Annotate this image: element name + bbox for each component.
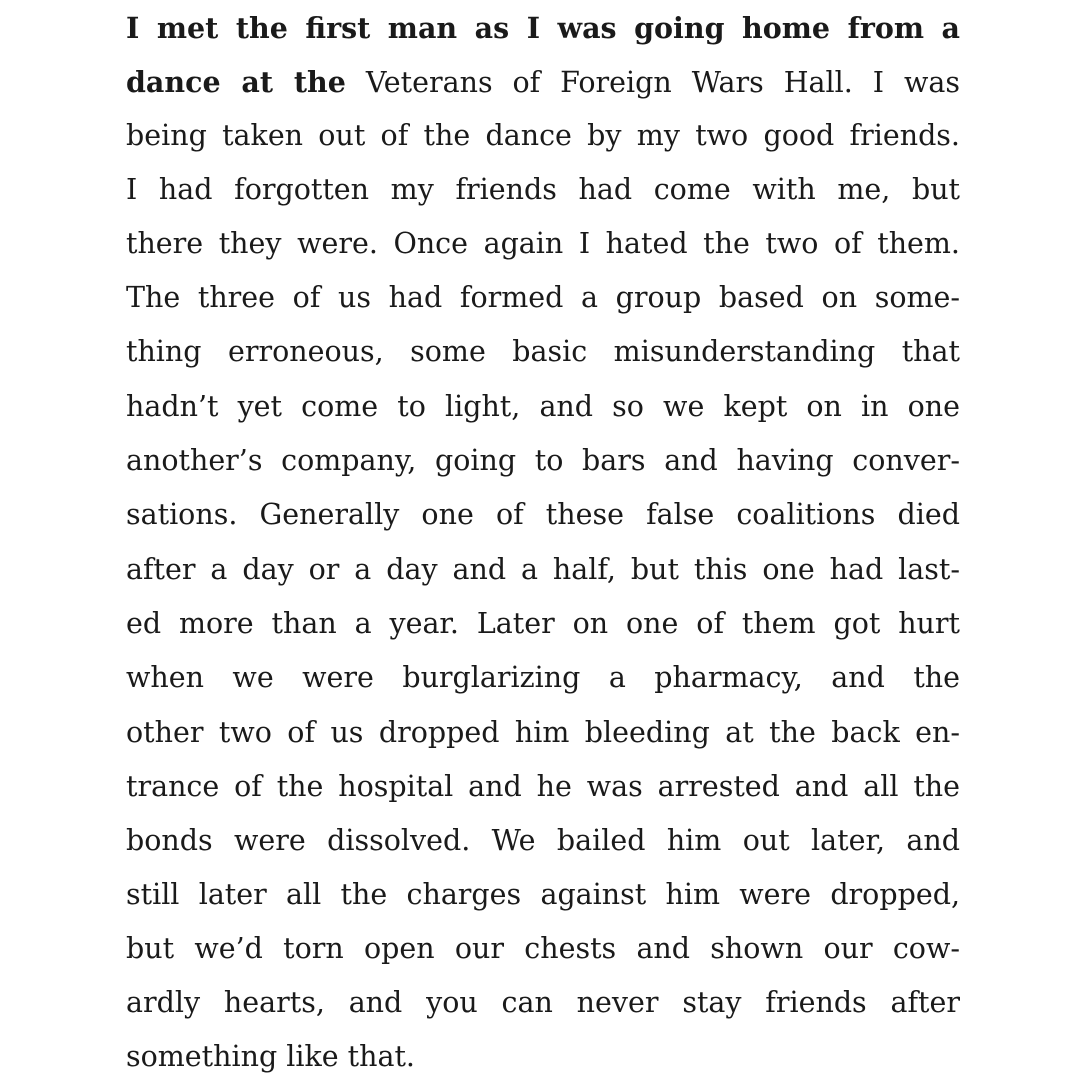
text-line-19: ardly hearts, and you can never stay friends after [126, 986, 960, 1019]
text-line-14: other two of us dropped him bleeding at the back en- [126, 716, 960, 749]
text-line-11: after a day or a day and a half, but this one had last- [126, 553, 960, 586]
text-line-9: another’s company, going to bars and having conver- [126, 444, 960, 477]
text-line-18: but we’d torn open our chests and shown our cow- [126, 932, 960, 965]
text-line-8: hadn’t yet come to light, and so we kept on in one [126, 390, 960, 423]
text-line-1: I met the first man as I was going home from a [126, 11, 960, 45]
line-2-rest: Veterans of Foreign Wars Hall. I was [365, 66, 960, 99]
text-line-7: thing erroneous, some basic misunderstanding that [126, 335, 960, 368]
text-line-6: The three of us had formed a group based on some- [126, 281, 960, 314]
text-line-15: trance of the hospital and he was arrested and all the [126, 770, 960, 803]
text-line-16: bonds were dissolved. We bailed him out later, and [126, 824, 960, 857]
lead-in-bold: dance at the [126, 65, 346, 99]
text-line-2 [126, 55, 960, 109]
text-line-10: sations. Generally one of these false coalitions died [126, 498, 960, 531]
text-line-13: when we were burglarizing a pharmacy, and the [126, 661, 960, 694]
text-line-17: still later all the charges against him were dropped, [126, 878, 960, 911]
text-line-12: ed more than a year. Later on one of them got hurt [126, 607, 960, 640]
text-line-20: something like that. [126, 1040, 415, 1073]
text-page [126, 0, 960, 1080]
text-line-4: I had forgotten my friends had come with me, but [126, 173, 960, 206]
text-line-5: there they were. Once again I hated the two of them. [126, 227, 960, 260]
text-line-3: being taken out of the dance by my two good friends. [126, 119, 960, 152]
